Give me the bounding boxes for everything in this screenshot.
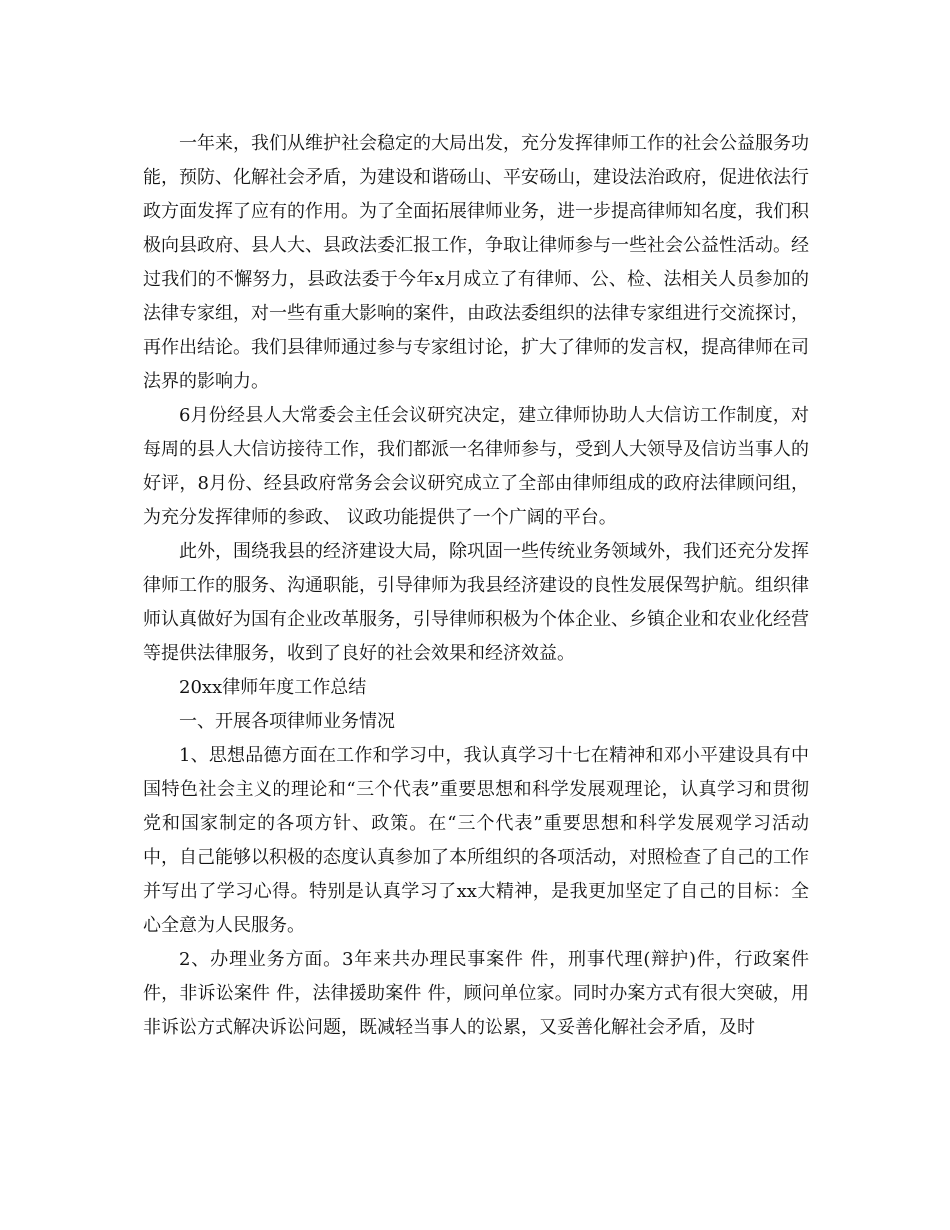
paragraph-case-handling: 2、办理业务方面。3年来共办理民事案件 件，刑事代理(辩护)件，行政案件件，非诉讼案件 件，法律援助案件 件，顾问单位家。同时办案方式有很大突破，用非诉讼方式解决诉讼问题，既减轻当事人的讼累，又妥善化解社会矛盾，及时: [143, 949, 809, 1038]
paragraph-public-service: 一年来，我们从维护社会稳定的大局出发，充分发挥律师工作的社会公益服务功能，预防、化解社会矛盾，为建设和谐砀山、平安砀山，建设法治政府，促进依法行政方面发挥了应有的作用。为了全面拓展律师业务，进一步提高律师知名度，我们积极向县政府、县人大、县政法委汇报工作，争取让律师参与一些社会公益性活动。经过我们的不懈努力，县政法委于今年x月成立了有律师、公、检、法相关人员参加的法律专家组，对一些有重大影响的案件，由政法委组织的法律专家组进行交流探讨，再作出结论。我们县律师通过参与专家组讨论，扩大了律师的发言权，提高律师在司法界的影响力。: [143, 133, 809, 392]
paragraph-ideology: 1、思想品德方面在工作和学习中，我认真学习十七在精神和邓小平建设具有中国特色社会主义的理论和“三个代表”重要思想和科学发展观理论，认真学习和贯彻党和国家制定的各项方针、政策。在“三个代表”重要思想和科学发展观学习活动中，自己能够以积极的态度认真参加了本所组织的各项活动，对照检查了自己的工作并写出了学习心得。特别是认真学习了xx大精神，是我更加坚定了自己的目标：全心全意为人民服务。: [143, 745, 809, 936]
document-title: 20xx律师年度工作总结: [179, 677, 367, 698]
paragraph-petition-work: 6月份经县人大常委会主任会议研究决定，建立律师协助人大信访工作制度，对每周的县人大信访接待工作，我们都派一名律师参与，受到人大领导及信访当事人的好评，8月份、经县政府常务会会议研究成立了全部由律师组成的政府法律顾问组，为充分发挥律师的参政、 议政功能提供了一个广阔的平台。: [143, 405, 809, 528]
section-heading: 一、开展各项律师业务情况: [179, 711, 395, 732]
document-body: [143, 127, 809, 1045]
paragraph-economic-service: 此外，围绕我县的经济建设大局，除巩固一些传统业务领域外，我们还充分发挥律师工作的服务、沟通职能，引导律师为我县经济建设的良性发展保驾护航。组织律师认真做好为国有企业改革服务，引导律师积极为个体企业、乡镇企业和农业化经营等提供法律服务，收到了良好的社会效果和经济效益。: [143, 541, 809, 664]
